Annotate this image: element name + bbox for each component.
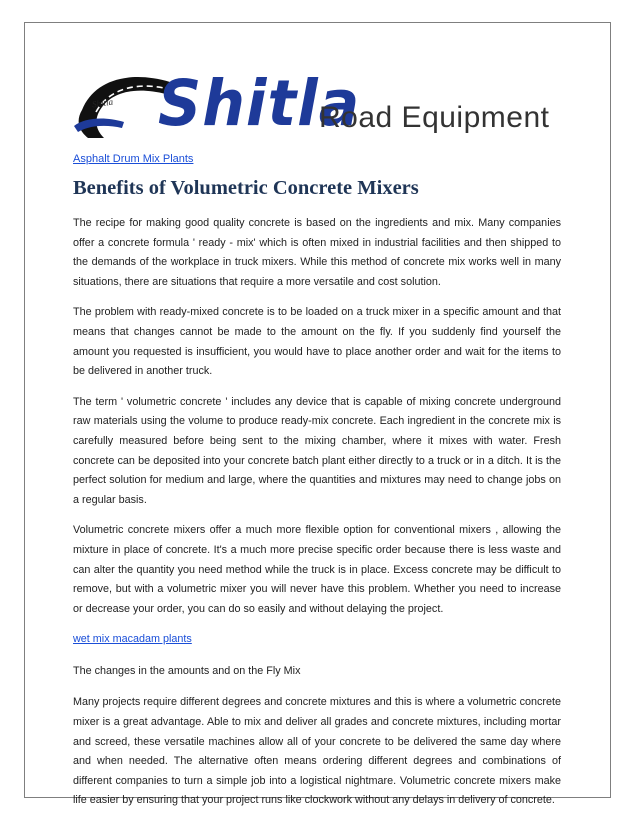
logo-tagline: Road Equipment [319,101,550,134]
paragraph-problem: The problem with ready-mixed concrete is to be loaded on a truck mixer in a specific amount and that means that changes cannot be made to the amount on the fly. If you suddenly find yourself the amount you requested is insufficient, you would have to place another order and wait for the items to be delivered in another truck. [73,306,561,378]
paragraph-flexibility: Volumetric concrete mixers offer a much more flexible option for conventional mixers , allowing the mixture in place of concrete. It's a much more precise specific order because there is less waste and can alter the quantity you need method while the truck is in place. Excess concrete may be difficult to remove, but with a volumetric mixer you will never have this problem. Whether you need to increase or decrease your order, you can do so easily and without delaying the project. [73,524,561,615]
page-title: Benefits of Volumetric Concrete Mixers [73,177,419,199]
brand-logo [74,66,574,146]
section-subheading: The changes in the amounts and on the Fly Mix [73,664,301,677]
paragraph-definition: The term ' volumetric concrete ' includes any device that is capable of mixing concrete underground raw materials using the volume to produce ready-mix concrete. Each ingredient in the concrete mix is carefully measured before being sent to the mixing chamber, where it mixes with water. Fresh concrete can be deposited into your concrete batch plant either directly to a truck or in a ditch. It is the perfect solution for medium and large, where the quantities and mixtures may need to change jobs on a regular basis. [73,395,561,506]
wet-mix-macadam-plants-link[interactable]: wet mix macadam plants [73,633,192,646]
paragraph-final: Many projects require different degrees and concrete mixtures and this is where a volumetric concrete mixer is a great advantage. Able to mix and deliver all grades and concrete mixtures, including mortar and screed, these versatile machines allow all of your concrete to be delivered the same day where and when needed. The alternative often means ordering different degrees and combinations of different companies to turn a simple job into a logistical nightmare. Volumetric concrete mixers make life easier by ensuring that your project runs like clockwork without any delays in delivery of concrete. [73,696,561,807]
logo-brand-name: Shitla [158,67,361,141]
logo-road-text: Shitla [91,96,114,110]
paragraph-intro: The recipe for making good quality concrete is based on the ingredients and mix. Many companies offer a concrete formula ' ready - mix' which is often mixed in industrial facilities and then shipped to the demands of the workplace in truck mixers. While this method of concrete mix works well in many situations, there are situations that require a more versatile and cost solution. [73,217,561,288]
asphalt-drum-mix-plants-link[interactable]: Asphalt Drum Mix Plants [73,153,194,165]
article-body [73,214,561,822]
